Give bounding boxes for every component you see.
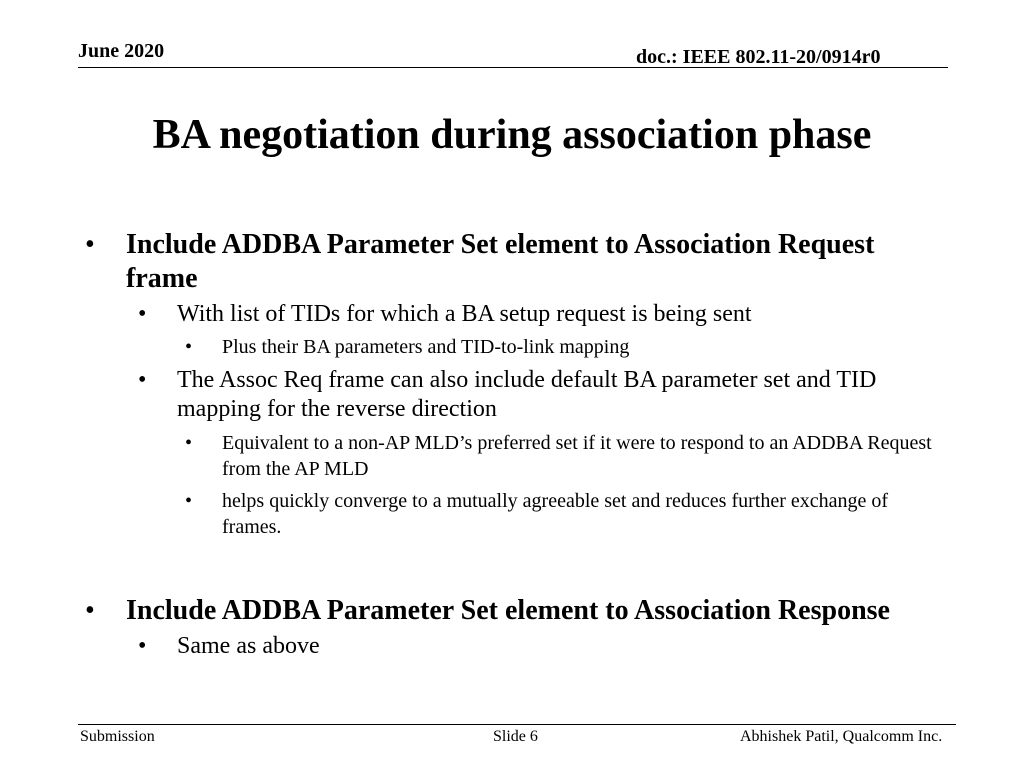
slide-title: BA negotiation during association phase <box>152 112 872 158</box>
bullet-level2 <box>82 632 932 661</box>
bullet-level3 <box>82 430 932 482</box>
bullet-text: The Assoc Req frame can also include default BA parameter set and TID mapping for the reverse direction <box>177 367 877 422</box>
header-doc-id: doc.: IEEE 802.11-20/0914r0 <box>636 46 881 68</box>
bullet-level2 <box>82 300 932 329</box>
bullet-icon: • <box>185 490 193 512</box>
bullet-icon: • <box>85 229 95 260</box>
bullet-icon: • <box>138 633 147 659</box>
header-divider <box>78 67 948 68</box>
footer-divider <box>78 724 956 725</box>
bullet-text: With list of TIDs for which a BA setup request is being sent <box>177 301 752 327</box>
footer-submission: Submission <box>80 728 155 745</box>
slide-body <box>82 228 932 661</box>
bullet-text: Equivalent to a non-AP MLD’s preferred set if it were to respond to an ADDBA Request from the AP MLD <box>222 432 932 480</box>
header-date: June 2020 <box>78 40 165 62</box>
bullet-icon: • <box>138 367 147 393</box>
bullet-icon: • <box>185 432 193 454</box>
bullet-level2 <box>82 366 932 424</box>
bullet-text: Include ADDBA Parameter Set element to Association Request frame <box>126 229 875 294</box>
bullet-level1 <box>82 594 932 628</box>
bullet-level1 <box>82 228 932 296</box>
bullet-text: Include ADDBA Parameter Set element to Association Response <box>126 595 890 626</box>
bullet-level3 <box>82 334 932 360</box>
footer-author: Abhishek Patil, Qualcomm Inc. <box>740 728 943 745</box>
bullet-icon: • <box>138 301 147 327</box>
bullet-text: Plus their BA parameters and TID-to-link mapping <box>222 336 630 358</box>
bullet-text: helps quickly converge to a mutually agreeable set and reduces further exchange of frames. <box>222 490 889 538</box>
bullet-level3 <box>82 488 932 540</box>
bullet-text: Same as above <box>177 633 320 659</box>
bullet-icon: • <box>85 595 95 626</box>
footer-slide-number: Slide 6 <box>493 728 538 745</box>
bullet-icon: • <box>185 336 193 358</box>
